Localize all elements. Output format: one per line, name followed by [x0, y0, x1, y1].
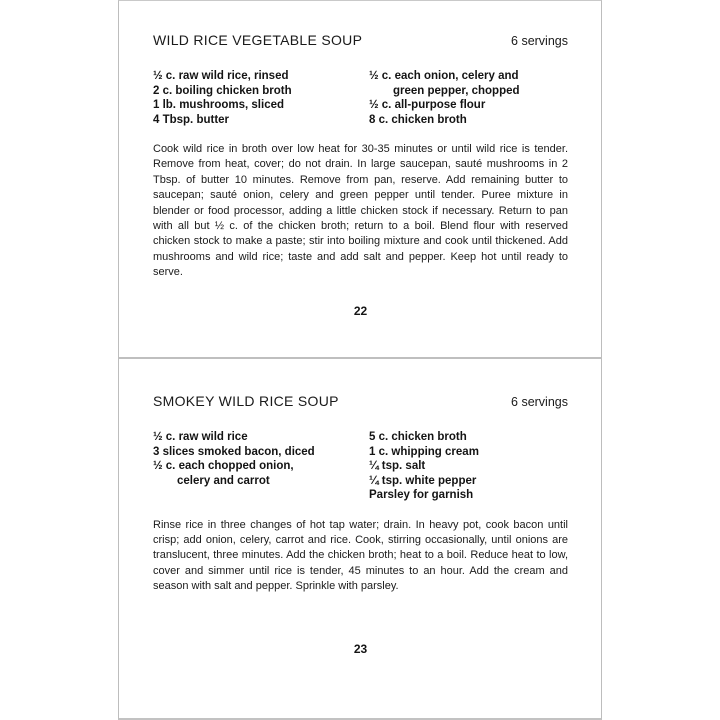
ingredient-line: 4 Tbsp. butter	[153, 113, 230, 126]
ingredient-line: ¼ tsp. white pepper	[369, 474, 477, 487]
ingredient-line: 5 c. chicken broth	[369, 431, 467, 443]
ingredient-line: 8 c. chicken broth	[369, 113, 467, 126]
ingredients-column-right	[369, 430, 568, 503]
ingredient-line-continuation: celery and carrot	[177, 474, 270, 487]
ingredients-list	[153, 69, 568, 127]
ingredient-line-continuation: green pepper, chopped	[393, 84, 520, 97]
recipe-header	[153, 393, 568, 409]
ingredient-line: ½ c. all-purpose flour	[369, 99, 486, 111]
recipe-header	[153, 32, 568, 48]
ingredient-line: ½ c. raw wild rice, rinsed	[153, 70, 289, 82]
recipe-card-smokey-wild-rice-soup	[119, 359, 601, 718]
ingredient-line: 1 c. whipping cream	[369, 445, 479, 458]
book-page	[118, 0, 602, 720]
ingredients-column-left	[153, 69, 368, 127]
ingredient-line: ½ c. each chopped onion,	[153, 460, 294, 472]
ingredient-line: Parsley for garnish	[369, 489, 474, 501]
ingredient-line: 2 c. boiling chicken broth	[153, 84, 292, 97]
instructions-paragraph: Rinse rice in three changes of hot tap water; drain. In heavy pot, cook bacon until crisp; add onion, celery, carrot and rice. Cook, stirring occasionally, until onions are translucent, three minutes. Add the chicken broth; heat to a boil. Reduce heat to low, cover and simmer until rice is tender, 45 minutes to an hour. Add the cream and season with salt and pepper. Sprinkle with parsley.	[153, 518, 568, 593]
ingredients-column-right	[369, 69, 568, 127]
servings-label: 6 servings	[511, 34, 568, 48]
ingredients-column-left	[153, 430, 368, 503]
recipe-card-wild-rice-vegetable-soup	[119, 1, 601, 357]
page-number: 22	[353, 303, 368, 318]
ingredient-line: ¼ tsp. salt	[369, 460, 426, 472]
ingredient-line: 1 lb. mushrooms, sliced	[153, 99, 285, 111]
instructions-paragraph: Cook wild rice in broth over low heat for 30-35 minutes or until wild rice is tender. Remove from heat, cover; do not drain. In large saucepan, sauté mushrooms in 2 Tbsp. of butter 10 minutes. Remove from pan, reserve. Add remaining butter to saucepan; sauté onion, celery and green pepper until tender. Puree mixture in blender or food processor, adding a little chicken stock if necessary. Return to pan with all but ½ c. of the chicken broth; return to a boil. Blend flour with reserved chicken stock to make a paste; stir into boiling mixture and cook until thickened. Add mushrooms and wild rice; taste and add salt and pepper. Keep hot until ready to serve.	[153, 143, 568, 279]
page-number: 23	[353, 641, 368, 656]
servings-label: 6 servings	[511, 395, 568, 409]
ingredients-list	[153, 430, 568, 503]
ingredient-line: 3 slices smoked bacon, diced	[153, 445, 315, 458]
ingredient-line: ½ c. raw wild rice	[153, 431, 248, 443]
recipe-title: WILD RICE VEGETABLE SOUP	[153, 32, 363, 48]
ingredient-line: ½ c. each onion, celery and	[369, 70, 519, 82]
recipe-title: SMOKEY WILD RICE SOUP	[153, 393, 339, 409]
